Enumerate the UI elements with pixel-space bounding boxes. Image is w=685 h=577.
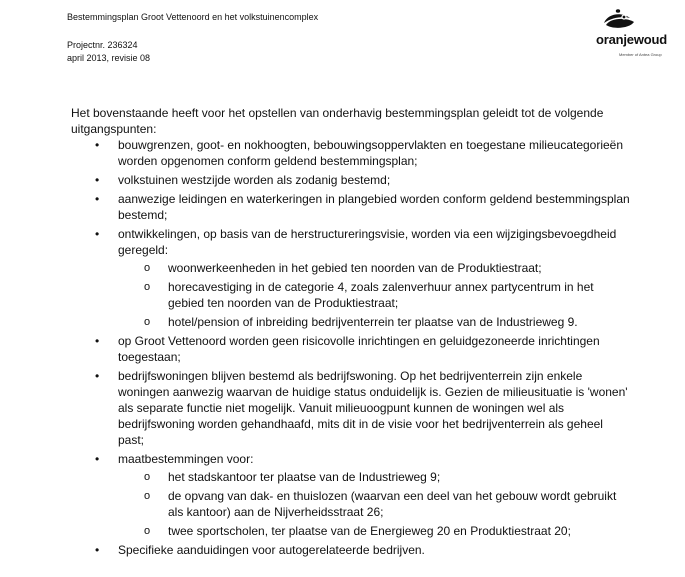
sub-list <box>118 469 631 539</box>
list-item-text: aanwezige leidingen en waterkeringen in plangebied worden conform geldend bestemmingsplan bestemd; <box>118 192 630 222</box>
bullet-icon: • <box>95 452 100 466</box>
circle-bullet-icon: o <box>144 490 151 502</box>
sub-list-item <box>118 469 631 485</box>
bullet-icon: • <box>95 227 100 241</box>
logo-mark-icon <box>600 8 640 32</box>
sub-list-item-text: het stadskantoor ter plaatse van de Industrieweg 9; <box>168 470 441 484</box>
bullet-icon: • <box>95 369 100 383</box>
sub-list-item <box>118 314 631 330</box>
list-item-text: volkstuinen westzijde worden als zodanig bestemd; <box>118 173 391 187</box>
document-body <box>71 105 631 561</box>
intro-paragraph: Het bovenstaande heeft voor het opstellen van onderhavig bestemmingsplan geleidt tot de volgende uitgangspunten: <box>71 106 604 136</box>
list-item-text: op Groot Vettenoord worden geen risicovolle inrichtingen en geluidgezoneerde inrichtingen toegestaan; <box>118 334 600 364</box>
circle-bullet-icon: o <box>144 525 151 537</box>
sub-list-item <box>118 260 631 276</box>
sub-list-item-text: de opvang van dak- en thuislozen (waarvan een deel van het gebouw wordt gebruikt als kantoor) aan de Nijverheidsstraat 26; <box>168 489 617 519</box>
list-item-text: Specifieke aanduidingen voor autogerelateerde bedrijven. <box>118 543 425 557</box>
list-item <box>71 226 631 330</box>
sub-list-item-text: hotel/pension of inbreiding bedrijventerrein ter plaatse van de Industrieweg 9. <box>168 315 578 329</box>
list-item-text: bedrijfswoningen blijven bestemd als bedrijfswoning. Op het bedrijventerrein zijn enkele woningen aanwezig waarvan de huidige status onduidelijk is. Gezien de milieusituatie is 'wonen' als separate functie niet mogelijk. Vanuit milieuoogpunt kunnen de woningen wel als bedrijfswoning worden gehandhaafd, mits dit in de visie voor het bedrijventerrein als geheel past; <box>118 369 628 447</box>
logo-wordmark: oranjewoud <box>596 32 667 47</box>
bullet-icon: • <box>95 173 100 187</box>
oranjewoud-logo <box>596 8 680 64</box>
list-item-text: maatbestemmingen voor: <box>118 452 254 466</box>
list-item <box>71 368 631 448</box>
sub-list-item-text: twee sportscholen, ter plaatse van de Energieweg 20 en Produktiestraat 20; <box>168 524 571 538</box>
list-item-text: bouwgrenzen, goot- en nokhoogten, bebouwingsoppervlakten en toegestane milieucategorieën worden opgenomen conform geldend bestemmingsplan; <box>118 138 624 168</box>
circle-bullet-icon: o <box>144 316 151 328</box>
list-item <box>71 333 631 365</box>
bullet-icon: • <box>95 543 100 557</box>
list-item-text: ontwikkelingen, op basis van de herstructureringsvisie, worden via een wijzigingsbevoegdheid geregeld: <box>118 227 617 257</box>
list-item <box>71 191 631 223</box>
sub-list-item <box>118 523 631 539</box>
circle-bullet-icon: o <box>144 471 151 483</box>
sub-list <box>118 260 631 330</box>
bullet-icon: • <box>95 334 100 348</box>
sub-list-item-text: woonwerkeenheden in het gebied ten noorden van de Produktiestraat; <box>168 261 542 275</box>
circle-bullet-icon: o <box>144 281 151 293</box>
list-item <box>71 172 631 188</box>
project-number: Projectnr. 236324 <box>67 40 138 50</box>
header-title: Bestemmingsplan Groot Vettenoord en het volkstuinencomplex <box>67 12 319 22</box>
sub-list-item <box>118 488 631 520</box>
bullet-icon: • <box>95 192 100 206</box>
uitgangspunten-list <box>71 137 631 558</box>
sub-list-item-text: horecavestiging in de categorie 4, zoals zalenverhuur annex partycentrum in het gebied ten noorden van de Produktiestraat; <box>168 280 594 310</box>
list-item <box>71 451 631 539</box>
logo-tagline: Member of Antea Group <box>619 52 662 57</box>
list-item <box>71 542 631 558</box>
list-item <box>71 137 631 169</box>
bullet-icon: • <box>95 138 100 152</box>
revision-date: april 2013, revisie 08 <box>67 53 151 63</box>
circle-bullet-icon: o <box>144 262 151 274</box>
sub-list-item <box>118 279 631 311</box>
